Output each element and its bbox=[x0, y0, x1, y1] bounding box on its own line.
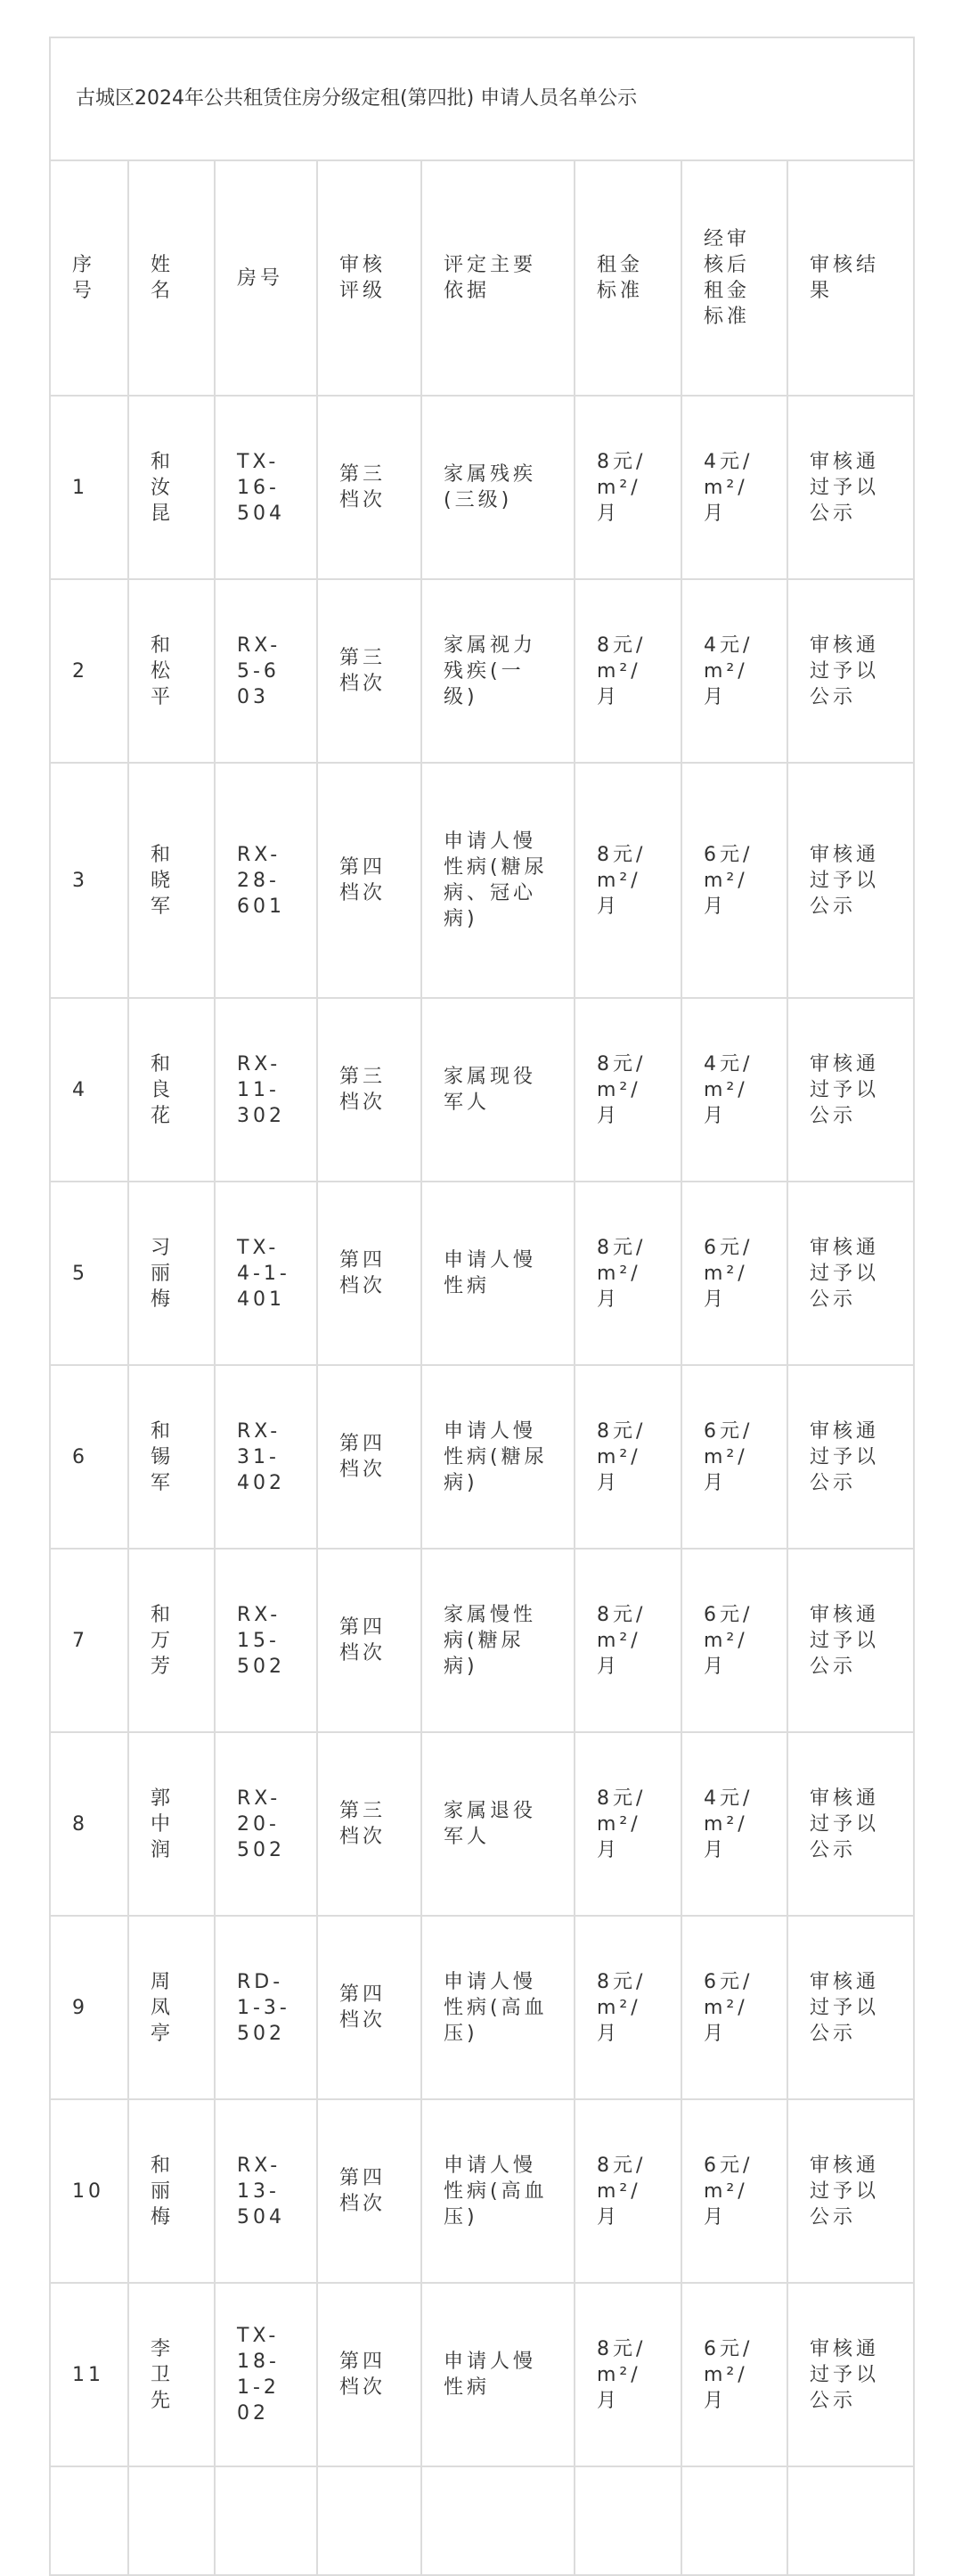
cell-result: 审核通过予以公示 bbox=[787, 396, 914, 579]
cell-rent-standard: 8元/m²/月 bbox=[575, 2099, 681, 2283]
empty-cell bbox=[575, 2466, 681, 2575]
empty-cell bbox=[787, 2466, 914, 2575]
cell-room: RX-13-504 bbox=[215, 2099, 317, 2283]
table-row bbox=[50, 2099, 914, 2283]
cell-seq: 6 bbox=[50, 1365, 128, 1549]
cell-name: 周凤亭 bbox=[128, 1916, 215, 2099]
cell-result: 审核通过予以公示 bbox=[787, 2099, 914, 2283]
cell-result: 审核通过予以公示 bbox=[787, 763, 914, 998]
cell-room: TX-16-504 bbox=[215, 396, 317, 579]
header-level: 审核评级 bbox=[317, 160, 421, 396]
table-row bbox=[50, 1732, 914, 1916]
table-title: 古城区2024年公共租赁住房分级定租(第四批) 申请人员名单公示 bbox=[50, 37, 914, 160]
cell-rent-after-review: 6元/m²/月 bbox=[681, 2283, 787, 2466]
cell-level: 第四档次 bbox=[317, 763, 421, 998]
cell-rent-after-review: 4元/m²/月 bbox=[681, 579, 787, 763]
table-row bbox=[50, 1365, 914, 1549]
cell-result: 审核通过予以公示 bbox=[787, 998, 914, 1182]
cell-room: RX-5-603 bbox=[215, 579, 317, 763]
cell-basis: 家属残疾(三级) bbox=[421, 396, 575, 579]
cell-level: 第三档次 bbox=[317, 998, 421, 1182]
cell-name: 和锡军 bbox=[128, 1365, 215, 1549]
cell-rent-after-review: 6元/m²/月 bbox=[681, 1549, 787, 1732]
cell-rent-standard: 8元/m²/月 bbox=[575, 1365, 681, 1549]
cell-rent-standard: 8元/m²/月 bbox=[575, 579, 681, 763]
list-table-container bbox=[49, 37, 913, 2576]
header-rent-after-review: 经审核后租金标准 bbox=[681, 160, 787, 396]
cell-room: TX-18-1-202 bbox=[215, 2283, 317, 2466]
applicant-list-table bbox=[49, 37, 915, 2576]
cell-basis: 申请人慢性病(高血压) bbox=[421, 2099, 575, 2283]
cell-basis: 家属现役军人 bbox=[421, 998, 575, 1182]
cell-basis: 家属视力残疾(一级) bbox=[421, 579, 575, 763]
cell-rent-standard: 8元/m²/月 bbox=[575, 1732, 681, 1916]
empty-cell bbox=[128, 2466, 215, 2575]
cell-rent-after-review: 6元/m²/月 bbox=[681, 1365, 787, 1549]
cell-rent-standard: 8元/m²/月 bbox=[575, 396, 681, 579]
cell-basis: 家属退役军人 bbox=[421, 1732, 575, 1916]
cell-rent-after-review: 4元/m²/月 bbox=[681, 396, 787, 579]
cell-rent-standard: 8元/m²/月 bbox=[575, 1182, 681, 1365]
cell-basis: 申请人慢性病(糖尿病、冠心病) bbox=[421, 763, 575, 998]
cell-name: 郭中润 bbox=[128, 1732, 215, 1916]
cell-room: RD-1-3-502 bbox=[215, 1916, 317, 2099]
cell-seq: 8 bbox=[50, 1732, 128, 1916]
cell-basis: 家属慢性病(糖尿病) bbox=[421, 1549, 575, 1732]
cell-name: 和晓军 bbox=[128, 763, 215, 998]
cell-level: 第三档次 bbox=[317, 1732, 421, 1916]
cell-result: 审核通过予以公示 bbox=[787, 1365, 914, 1549]
cell-level: 第四档次 bbox=[317, 2283, 421, 2466]
header-result: 审核结果 bbox=[787, 160, 914, 396]
cell-room: RX-28-601 bbox=[215, 763, 317, 998]
cell-result: 审核通过予以公示 bbox=[787, 1916, 914, 2099]
cell-basis: 申请人慢性病 bbox=[421, 1182, 575, 1365]
cell-level: 第三档次 bbox=[317, 579, 421, 763]
cell-seq: 11 bbox=[50, 2283, 128, 2466]
empty-cell bbox=[215, 2466, 317, 2575]
table-row bbox=[50, 1182, 914, 1365]
cell-level: 第三档次 bbox=[317, 396, 421, 579]
table-row bbox=[50, 763, 914, 998]
cell-rent-standard: 8元/m²/月 bbox=[575, 763, 681, 998]
cell-rent-after-review: 4元/m²/月 bbox=[681, 998, 787, 1182]
cell-rent-after-review: 6元/m²/月 bbox=[681, 1916, 787, 2099]
cell-seq: 10 bbox=[50, 2099, 128, 2283]
header-row bbox=[50, 160, 914, 396]
header-rent-standard: 租金标准 bbox=[575, 160, 681, 396]
empty-cell bbox=[50, 2466, 128, 2575]
cell-room: RX-31-402 bbox=[215, 1365, 317, 1549]
cell-level: 第四档次 bbox=[317, 1182, 421, 1365]
cell-rent-standard: 8元/m²/月 bbox=[575, 2283, 681, 2466]
cell-name: 习丽梅 bbox=[128, 1182, 215, 1365]
cell-name: 李卫先 bbox=[128, 2283, 215, 2466]
cell-result: 审核通过予以公示 bbox=[787, 1182, 914, 1365]
cell-seq: 5 bbox=[50, 1182, 128, 1365]
table-row bbox=[50, 2283, 914, 2466]
table-row bbox=[50, 1916, 914, 2099]
cell-rent-after-review: 6元/m²/月 bbox=[681, 1182, 787, 1365]
cell-level: 第四档次 bbox=[317, 2099, 421, 2283]
table-row bbox=[50, 998, 914, 1182]
cell-name: 和松平 bbox=[128, 579, 215, 763]
cell-room: TX-4-1-401 bbox=[215, 1182, 317, 1365]
cell-name: 和万芳 bbox=[128, 1549, 215, 1732]
cell-level: 第四档次 bbox=[317, 1549, 421, 1732]
cell-level: 第四档次 bbox=[317, 1916, 421, 2099]
cell-name: 和汝昆 bbox=[128, 396, 215, 579]
cell-room: RX-11-302 bbox=[215, 998, 317, 1182]
header-name: 姓名 bbox=[128, 160, 215, 396]
title-row bbox=[50, 37, 914, 160]
cell-seq: 2 bbox=[50, 579, 128, 763]
cell-seq: 1 bbox=[50, 396, 128, 579]
table-row bbox=[50, 1549, 914, 1732]
header-basis: 评定主要依据 bbox=[421, 160, 575, 396]
cell-room: RX-20-502 bbox=[215, 1732, 317, 1916]
cell-rent-after-review: 6元/m²/月 bbox=[681, 763, 787, 998]
cell-result: 审核通过予以公示 bbox=[787, 2283, 914, 2466]
cell-room: RX-15-502 bbox=[215, 1549, 317, 1732]
cell-seq: 3 bbox=[50, 763, 128, 998]
cell-seq: 4 bbox=[50, 998, 128, 1182]
cell-rent-after-review: 4元/m²/月 bbox=[681, 1732, 787, 1916]
header-room: 房号 bbox=[215, 160, 317, 396]
cell-name: 和丽梅 bbox=[128, 2099, 215, 2283]
cell-rent-standard: 8元/m²/月 bbox=[575, 1916, 681, 2099]
cell-rent-standard: 8元/m²/月 bbox=[575, 998, 681, 1182]
header-seq: 序号 bbox=[50, 160, 128, 396]
cell-result: 审核通过予以公示 bbox=[787, 1549, 914, 1732]
cell-result: 审核通过予以公示 bbox=[787, 579, 914, 763]
table-row bbox=[50, 579, 914, 763]
cell-seq: 7 bbox=[50, 1549, 128, 1732]
table-row-partial bbox=[50, 2466, 914, 2575]
cell-basis: 申请人慢性病(高血压) bbox=[421, 1916, 575, 2099]
cell-level: 第四档次 bbox=[317, 1365, 421, 1549]
table-row bbox=[50, 396, 914, 579]
cell-rent-after-review: 6元/m²/月 bbox=[681, 2099, 787, 2283]
empty-cell bbox=[421, 2466, 575, 2575]
empty-cell bbox=[317, 2466, 421, 2575]
cell-basis: 申请人慢性病 bbox=[421, 2283, 575, 2466]
cell-seq: 9 bbox=[50, 1916, 128, 2099]
cell-rent-standard: 8元/m²/月 bbox=[575, 1549, 681, 1732]
cell-basis: 申请人慢性病(糖尿病) bbox=[421, 1365, 575, 1549]
empty-cell bbox=[681, 2466, 787, 2575]
cell-result: 审核通过予以公示 bbox=[787, 1732, 914, 1916]
cell-name: 和良花 bbox=[128, 998, 215, 1182]
